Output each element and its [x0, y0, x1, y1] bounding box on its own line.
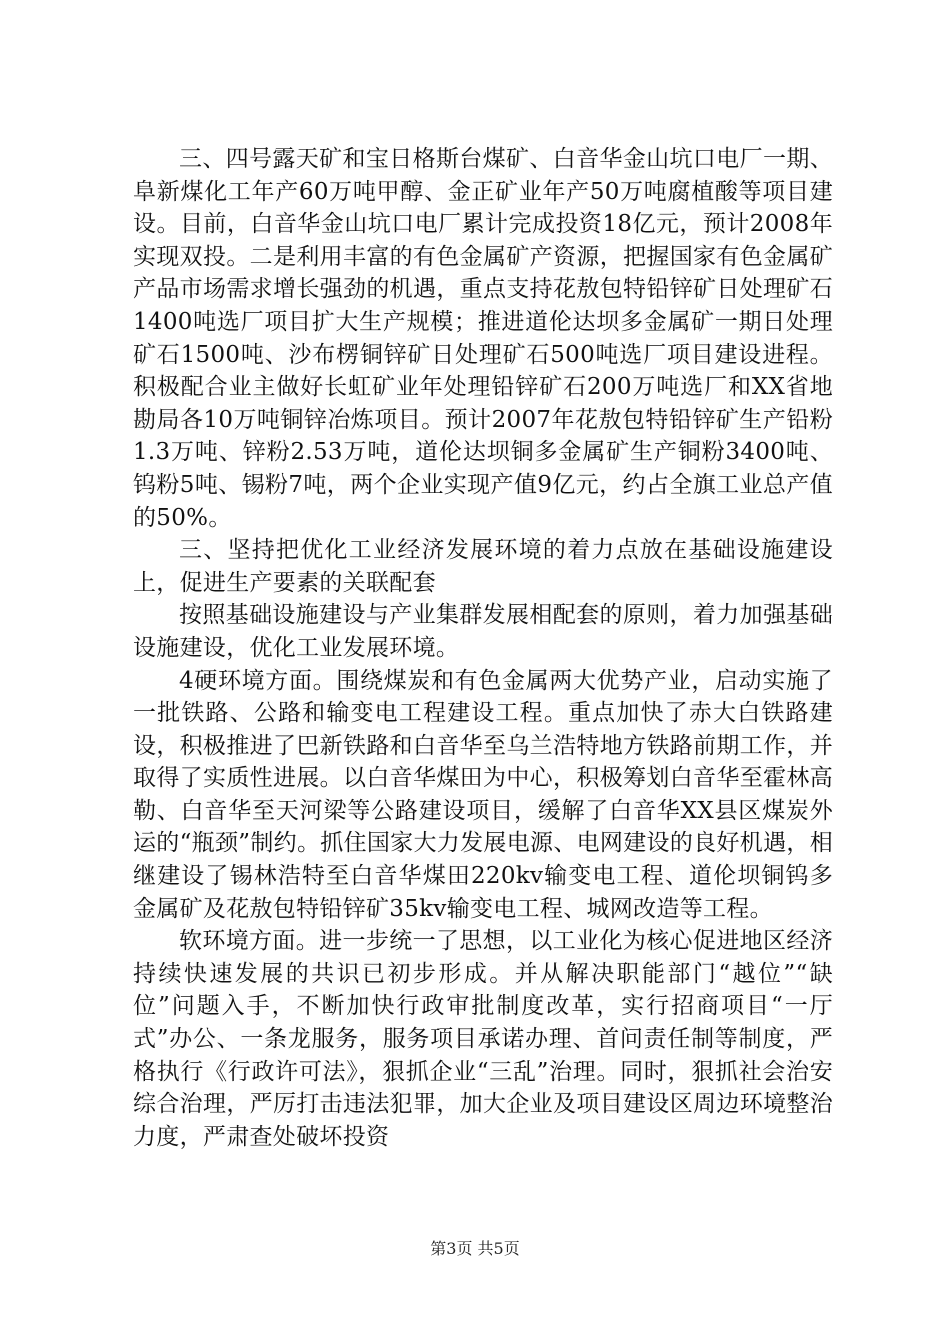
section-heading-infrastructure: 三、坚持把优化工业经济发展环境的着力点放在基础设施建设上，促进生产要素的关联配套	[133, 537, 833, 596]
paragraph-principle: 按照基础设施建设与产业集群发展相配套的原则，着力加强基础设施建设，优化工业发展环境。	[133, 602, 833, 661]
paragraph-hard-environment: 4硬环境方面。围绕煤炭和有色金属两大优势产业，启动实施了一批铁路、公路和输变电工程建设工程。重点加快了赤大白铁路建设，积极推进了巴新铁路和白音华至乌兰浩特地方铁路前期工作，并取得了实质性进展。以白音华煤田为中心，积极筹划白音华至霍林高勒、白音华至天河梁等公路建设项目，缓解了白音华XX县区煤炭外运的“瓶颈”制约。抓住国家大力发展电源、电网建设的良好机遇，相继建设了锡林浩特至白音华煤田220kv输变电工程、道伦坝铜钨多金属矿及花敖包特铅锌矿35kv输变电工程、城网改造等工程。	[133, 667, 833, 922]
document-body	[133, 143, 833, 1153]
paragraph-soft-environment: 软环境方面。进一步统一了思想，以工业化为核心促进地区经济持续快速发展的共识已初步形成。并从解决职能部门“越位”“缺位”问题入手，不断加快行政审批制度改革，实行招商项目“一厅式”办公、一条龙服务，服务项目承诺办理、首问责任制等制度，严格执行《行政许可法》，狠抓企业“三乱”治理。同时，狠抓社会治安综合治理，严厉打击违法犯罪，加大企业及项目建设区周边环境整治力度，严肃查处破坏投资	[133, 928, 833, 1150]
page-number-footer: 第3页 共5页	[430, 1239, 520, 1258]
paragraph-mining-projects: 三、四号露天矿和宝日格斯台煤矿、白音华金山坑口电厂一期、阜新煤化工年产60万吨甲醇、金正矿业年产50万吨腐植酸等项目建设。目前，白音华金山坑口电厂累计完成投资18亿元，预计2008年实现双投。二是利用丰富的有色金属矿产资源，把握国家有色金属矿产品市场需求增长强劲的机遇，重点支持花敖包特铅锌矿日处理矿石1400吨选厂项目扩大生产规模；推进道伦达坝多金属矿一期日处理矿石1500吨、沙布楞铜锌矿日处理矿石500吨选厂项目建设进程。积极配合业主做好长虹矿业年处理铅锌矿石200万吨选厂和XX省地勘局各10万吨铜锌冶炼项目。预计2007年花敖包特铅锌矿生产铅粉1.3万吨、锌粉2.53万吨，道伦达坝铜多金属矿生产铜粉3400吨、钨粉5吨、锡粉7吨，两个企业实现产值9亿元，约占全旗工业总产值的50%。	[133, 146, 833, 531]
